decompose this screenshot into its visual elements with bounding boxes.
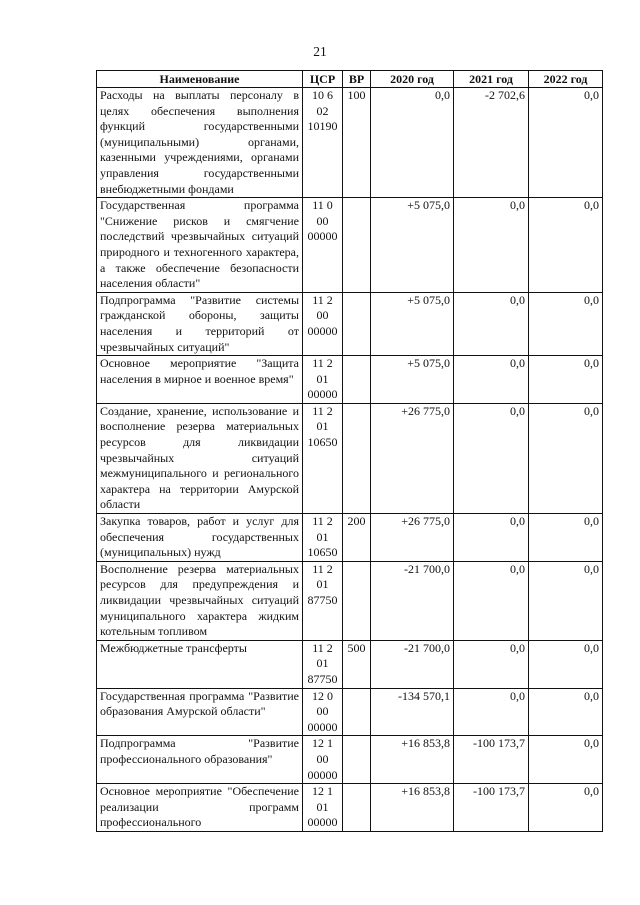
header-vr: ВР — [343, 71, 371, 88]
row-2020: +5 075,0 — [371, 198, 454, 293]
row-2020: -21 700,0 — [371, 561, 454, 640]
row-csr: 11 2 01 87750 — [303, 561, 343, 640]
row-vr: 100 — [343, 88, 371, 198]
row-csr: 11 2 01 87750 — [303, 640, 343, 688]
row-csr: 11 2 01 10650 — [303, 514, 343, 562]
row-2021: 0,0 — [454, 356, 529, 404]
table-row — [97, 514, 603, 562]
row-csr: 11 2 01 10650 — [303, 403, 343, 513]
row-2021: 0,0 — [454, 561, 529, 640]
row-csr: 12 1 00 00000 — [303, 736, 343, 784]
row-2020: +26 775,0 — [371, 403, 454, 513]
row-2022: 0,0 — [529, 688, 603, 736]
row-2020: -21 700,0 — [371, 640, 454, 688]
row-vr: 200 — [343, 514, 371, 562]
row-vr — [343, 403, 371, 513]
table-row — [97, 356, 603, 404]
row-2021: 0,0 — [454, 688, 529, 736]
row-2022: 0,0 — [529, 561, 603, 640]
table-row — [97, 640, 603, 688]
row-name: Подпрограмма "Развитие профессионального образования" — [97, 736, 303, 784]
row-name: Подпрограмма "Развитие системы гражданской обороны, защиты населения и территорий от чрезвычайных ситуаций" — [97, 292, 303, 355]
row-2021: 0,0 — [454, 514, 529, 562]
row-2020: +5 075,0 — [371, 292, 454, 355]
row-2022: 0,0 — [529, 640, 603, 688]
row-csr: 11 2 01 00000 — [303, 356, 343, 404]
table-row — [97, 88, 603, 198]
row-name: Расходы на выплаты персоналу в целях обеспечения выполнения функций государственными (муниципальными) органами, казенными учреждениями, органами управления государственными внебюджетными фондами — [97, 88, 303, 198]
row-vr — [343, 198, 371, 293]
row-vr — [343, 784, 371, 832]
row-2020: 0,0 — [371, 88, 454, 198]
row-vr: 500 — [343, 640, 371, 688]
table-row — [97, 561, 603, 640]
page-number: 21 — [313, 44, 327, 59]
row-vr — [343, 688, 371, 736]
row-vr — [343, 736, 371, 784]
header-name: Наименование — [97, 71, 303, 88]
row-vr — [343, 356, 371, 404]
row-2022: 0,0 — [529, 784, 603, 832]
row-2022: 0,0 — [529, 198, 603, 293]
row-2020: +16 853,8 — [371, 784, 454, 832]
row-csr: 11 0 00 00000 — [303, 198, 343, 293]
row-2020: +16 853,8 — [371, 736, 454, 784]
row-2020: +26 775,0 — [371, 514, 454, 562]
row-2021: 0,0 — [454, 403, 529, 513]
row-2022: 0,0 — [529, 356, 603, 404]
row-2022: 0,0 — [529, 292, 603, 355]
row-name: Межбюджетные трансферты — [97, 640, 303, 688]
table-row — [97, 403, 603, 513]
row-csr: 12 0 00 00000 — [303, 688, 343, 736]
row-2021: -100 173,7 — [454, 784, 529, 832]
budget-table — [96, 70, 603, 832]
table-header-row — [97, 71, 603, 88]
header-2020: 2020 год — [371, 71, 454, 88]
row-name: Основное мероприятие "Защита населения в мирное и военное время" — [97, 356, 303, 404]
row-name: Государственная программа "Развитие образования Амурской области" — [97, 688, 303, 736]
row-2022: 0,0 — [529, 403, 603, 513]
row-vr — [343, 292, 371, 355]
row-2020: +5 075,0 — [371, 356, 454, 404]
row-2021: 0,0 — [454, 640, 529, 688]
header-csr: ЦСР — [303, 71, 343, 88]
table-row — [97, 688, 603, 736]
row-csr: 11 2 00 00000 — [303, 292, 343, 355]
table-row — [97, 784, 603, 832]
header-2021: 2021 год — [454, 71, 529, 88]
row-2022: 0,0 — [529, 88, 603, 198]
row-2022: 0,0 — [529, 514, 603, 562]
row-2021: -2 702,6 — [454, 88, 529, 198]
row-2022: 0,0 — [529, 736, 603, 784]
row-name: Закупка товаров, работ и услуг для обеспечения государственных (муниципальных) нужд — [97, 514, 303, 562]
row-name: Восполнение резерва материальных ресурсов для предупреждения и ликвидации чрезвычайных ситуаций муниципального характера жидким котельным топливом — [97, 561, 303, 640]
table-row — [97, 292, 603, 355]
row-name: Государственная программа "Снижение рисков и смягчение последствий чрезвычайных ситуаций природного и техногенного характера, а также обеспечение безопасности населения области" — [97, 198, 303, 293]
row-2021: 0,0 — [454, 292, 529, 355]
row-2020: -134 570,1 — [371, 688, 454, 736]
row-2021: 0,0 — [454, 198, 529, 293]
row-csr: 12 1 01 00000 — [303, 784, 343, 832]
table-row — [97, 198, 603, 293]
row-2021: -100 173,7 — [454, 736, 529, 784]
header-2022: 2022 год — [529, 71, 603, 88]
row-name: Создание, хранение, использование и восполнение резерва материальных ресурсов для ликвидации чрезвычайных ситуаций межмуниципального и регионального характера на территории Амурской области — [97, 403, 303, 513]
row-name: Основное мероприятие "Обеспечение реализации программ профессионального — [97, 784, 303, 832]
row-vr — [343, 561, 371, 640]
row-csr: 10 6 02 10190 — [303, 88, 343, 198]
table-row — [97, 736, 603, 784]
